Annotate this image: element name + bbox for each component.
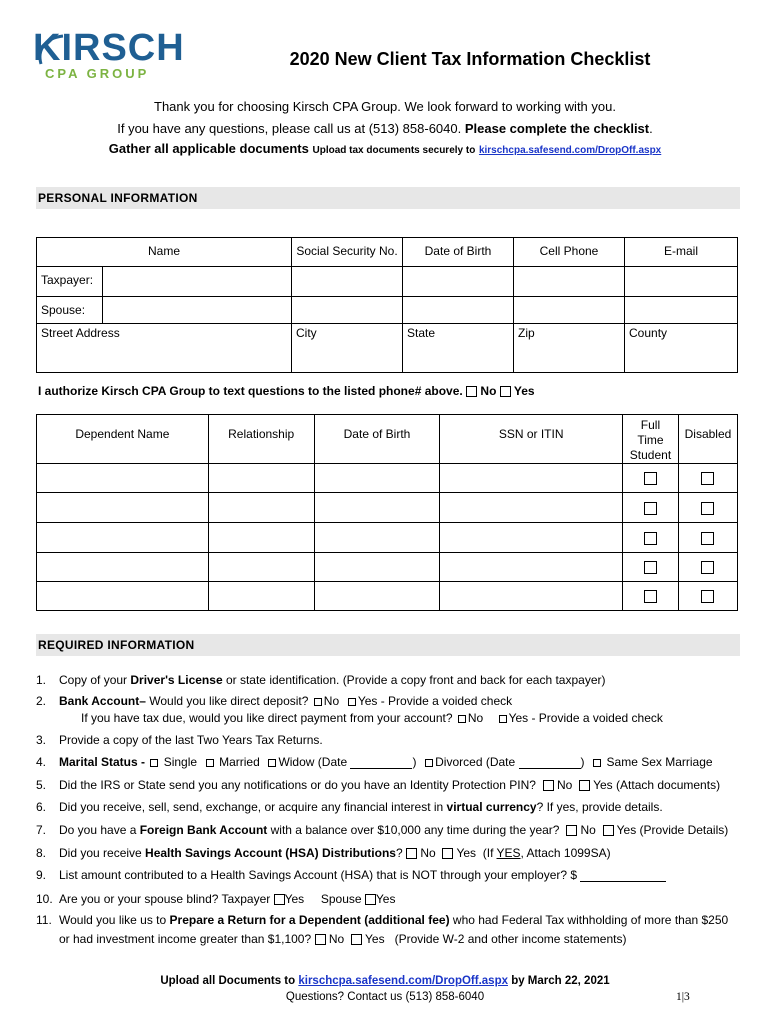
- dep-row-3-name[interactable]: [37, 523, 209, 553]
- divorced-label: Divorced (Date: [435, 755, 516, 769]
- irs-no-label: No: [556, 778, 573, 792]
- req-7-pre: Do you have a: [59, 823, 140, 837]
- req-num: 9.: [36, 868, 47, 882]
- taxpayer-email-cell[interactable]: [625, 267, 738, 297]
- intro-line-3: [60, 141, 710, 156]
- dep-row-2-name[interactable]: [37, 493, 209, 523]
- req-num: 11.: [36, 913, 52, 927]
- footer-contact: Questions? Contact us (513) 858-6040: [285, 991, 485, 1003]
- authorize-text-line: [38, 384, 535, 398]
- spouse-blind-checkbox[interactable]: [365, 894, 376, 905]
- intro-line-2-end: .: [649, 121, 653, 136]
- dep-row-3-rel[interactable]: [208, 523, 314, 553]
- col-dependent-name: Dependent Name: [37, 415, 209, 464]
- req-num: 7.: [36, 823, 47, 837]
- single-label: Single: [163, 755, 198, 769]
- deposit-no-label: No: [323, 694, 340, 708]
- dep-row-4-rel[interactable]: [208, 553, 314, 582]
- req-6-pre: Did you receive, sell, send, exchange, or acquire any financial interest in: [59, 800, 447, 814]
- page-number: 1|3: [676, 991, 690, 1003]
- req-11-note: (Provide W-2 and other income statements): [394, 932, 627, 946]
- spouse-blind-yes: Yes: [375, 892, 396, 906]
- dep-row-5-name[interactable]: [37, 582, 209, 611]
- disabled-checkbox[interactable]: [701, 532, 714, 545]
- dep-row-4-dob[interactable]: [314, 553, 440, 582]
- widow-date-field[interactable]: [350, 756, 412, 769]
- disabled-checkbox[interactable]: [701, 502, 714, 515]
- dep-row-1-student: [622, 464, 678, 493]
- authorize-no-checkbox[interactable]: [466, 386, 477, 397]
- hsa-note-yes: YES: [496, 846, 521, 860]
- taxpayer-label: Taxpayer:: [37, 267, 103, 297]
- dep-row-2-disabled: [678, 493, 737, 523]
- foreign-no-checkbox[interactable]: [566, 825, 577, 836]
- dep-row-1-disabled: [678, 464, 737, 493]
- req-num: 8.: [36, 846, 47, 860]
- disabled-checkbox[interactable]: [701, 472, 714, 485]
- divorced-date-field[interactable]: [519, 756, 581, 769]
- spouse-email-cell[interactable]: [625, 297, 738, 324]
- req-text: [59, 800, 663, 814]
- intro-line-2-text: If you have any questions, please call us at (513) 858-6040.: [117, 121, 465, 136]
- page-title: 2020 New Client Tax Information Checklist: [289, 49, 651, 69]
- dep-row-2-rel[interactable]: [208, 493, 314, 523]
- dropoff-link[interactable]: kirschcpa.safesend.com/DropOff.aspx: [478, 145, 662, 156]
- req-1-post: or state identification. (Provide a copy front and back for each taxpayer): [222, 673, 606, 687]
- authorize-text: I authorize Kirsch CPA Group to text questions to the listed phone# above.: [38, 384, 463, 398]
- foreign-yes-label: Yes (Provide Details): [616, 823, 729, 837]
- same-sex-checkbox[interactable]: [593, 759, 601, 767]
- req-text: [59, 778, 720, 792]
- married-checkbox[interactable]: [206, 759, 214, 767]
- req-1-pre: Copy of your: [59, 673, 131, 687]
- req-num: 1.: [36, 673, 47, 687]
- col-ssn-itin: SSN or ITIN: [440, 415, 623, 464]
- deposit-yes-label: Yes - Provide a voided check: [357, 694, 513, 708]
- spouse-ssn-cell[interactable]: [292, 297, 403, 324]
- col-dep-dob: Date of Birth: [314, 415, 440, 464]
- dep-row-4-name[interactable]: [37, 553, 209, 582]
- dep-row-1-dob[interactable]: [314, 464, 440, 493]
- req-text: [59, 694, 512, 708]
- req-8-bold: Health Savings Account (HSA) Distributions: [145, 846, 396, 860]
- req-num: 3.: [36, 733, 47, 747]
- req-8-post: ?: [395, 846, 403, 860]
- dependent-return-yes-checkbox[interactable]: [351, 934, 362, 945]
- kirsch-logo: [33, 28, 183, 82]
- personal-info-heading: PERSONAL INFORMATION: [36, 187, 740, 209]
- student-checkbox[interactable]: [644, 472, 657, 485]
- widow-checkbox[interactable]: [268, 759, 276, 767]
- dependent-return-yes-label: Yes: [365, 932, 385, 946]
- req-num: 10.: [36, 892, 53, 906]
- hsa-yes-label: Yes: [456, 846, 477, 860]
- dep-row-2-student: [622, 493, 678, 523]
- foreign-yes-checkbox[interactable]: [603, 825, 614, 836]
- dep-row-5-student: [622, 582, 678, 611]
- same-sex-label: Same Sex Marriage: [606, 755, 713, 769]
- disabled-checkbox[interactable]: [701, 561, 714, 574]
- dep-row-2-dob[interactable]: [314, 493, 440, 523]
- footer-dropoff-link[interactable]: kirschcpa.safesend.com/DropOff.aspx: [298, 975, 508, 987]
- dep-row-3-disabled: [678, 523, 737, 553]
- req-6-bold: virtual currency: [446, 800, 537, 814]
- dep-row-2-ssn[interactable]: [440, 493, 623, 523]
- irs-yes-checkbox[interactable]: [579, 780, 590, 791]
- req-text: [59, 932, 626, 946]
- city-cell[interactable]: City: [292, 324, 403, 373]
- intro-line-3-small: Upload tax documents securely to: [312, 145, 476, 156]
- col-dob: Date of Birth: [403, 238, 514, 267]
- single-checkbox[interactable]: [150, 759, 158, 767]
- taxpayer-name-cell[interactable]: [103, 267, 292, 297]
- county-cell[interactable]: County: [625, 324, 738, 373]
- req-2b-question: If you have tax due, would you like direct payment from your account?: [81, 711, 453, 725]
- req-11-pre: Would you like us to: [59, 913, 170, 927]
- widow-close: ): [412, 755, 417, 769]
- req-11-line-2: or had investment income greater than $1,100?: [59, 932, 312, 946]
- dependents-table: [36, 414, 738, 611]
- personal-info-table: [36, 237, 738, 373]
- col-cell: Cell Phone: [514, 238, 625, 267]
- dep-row-4-ssn[interactable]: [440, 553, 623, 582]
- hsa-no-checkbox[interactable]: [406, 848, 417, 859]
- col-ssn: Social Security No.: [292, 238, 403, 267]
- intro-line-3-bold: Gather all applicable documents: [108, 141, 309, 156]
- footer-upload-pre: Upload all Documents to: [160, 975, 299, 987]
- footer-deadline: by March 22, 2021: [508, 975, 610, 987]
- req-num: 2.: [36, 694, 47, 708]
- payment-no-label: No: [467, 711, 484, 725]
- payment-no-checkbox[interactable]: [458, 715, 466, 723]
- hsa-amount-field[interactable]: [580, 869, 666, 882]
- spouse-dob-cell[interactable]: [403, 297, 514, 324]
- hsa-yes-checkbox[interactable]: [442, 848, 453, 859]
- req-9-question: List amount contributed to a Health Savings Account (HSA) that is NOT through your employer? $: [59, 868, 578, 882]
- payment-yes-label: Yes - Provide a voided check: [508, 711, 663, 725]
- req-11-bold: Prepare a Return for a Dependent (additional fee): [169, 913, 450, 927]
- zip-cell[interactable]: Zip: [514, 324, 625, 373]
- authorize-yes-checkbox[interactable]: [500, 386, 511, 397]
- dep-row-3-ssn[interactable]: [440, 523, 623, 553]
- authorize-no-label: No: [480, 384, 497, 398]
- dep-row-5-ssn[interactable]: [440, 582, 623, 611]
- required-info-heading: REQUIRED INFORMATION: [36, 634, 740, 656]
- intro-line-1: Thank you for choosing Kirsch CPA Group. We look forward to working with you.: [154, 99, 616, 114]
- dep-row-5-dob[interactable]: [314, 582, 440, 611]
- taxpayer-blind-yes: Yes: [284, 892, 305, 906]
- hsa-note-open: (If: [482, 846, 497, 860]
- col-full-time-student: Full Time Student: [622, 415, 678, 464]
- req-text: [59, 823, 728, 837]
- intro-line-2-bold: Please complete the checklist: [464, 121, 650, 136]
- req-text: [59, 892, 395, 906]
- street-address-cell[interactable]: Street Address: [37, 324, 292, 373]
- payment-yes-checkbox[interactable]: [499, 715, 507, 723]
- req-5-question: Did the IRS or State send you any notifications or do you have an Identity Protection PIN?: [59, 778, 536, 792]
- married-label: Married: [219, 755, 260, 769]
- disabled-checkbox[interactable]: [701, 590, 714, 603]
- student-checkbox[interactable]: [644, 502, 657, 515]
- dependent-return-no-checkbox[interactable]: [315, 934, 326, 945]
- logo-subtitle: CPA GROUP: [45, 66, 150, 81]
- req-num: 5.: [36, 778, 47, 792]
- student-checkbox[interactable]: [644, 532, 657, 545]
- req-text: [81, 711, 663, 725]
- spouse-cell-cell[interactable]: [514, 297, 625, 324]
- divorced-checkbox[interactable]: [425, 759, 433, 767]
- dependent-return-no-label: No: [328, 932, 345, 946]
- req-text: [59, 913, 728, 927]
- hsa-note-close: , Attach 1099SA): [520, 846, 611, 860]
- intro-line-2: [60, 121, 710, 136]
- dep-row-4-student: [622, 553, 678, 582]
- req-8-pre: Did you receive: [59, 846, 146, 860]
- dep-row-1-rel[interactable]: [208, 464, 314, 493]
- deposit-no-checkbox[interactable]: [314, 698, 322, 706]
- req-6-post: ? If yes, provide details.: [536, 800, 663, 814]
- footer-upload-line: [150, 975, 620, 987]
- irs-yes-label: Yes (Attach documents): [593, 778, 721, 792]
- req-2-question: Would you like direct deposit?: [145, 694, 309, 708]
- authorize-yes-label: Yes: [513, 384, 535, 398]
- student-checkbox[interactable]: [644, 590, 657, 603]
- taxpayer-ssn-cell[interactable]: [292, 267, 403, 297]
- req-7-bold: Foreign Bank Account: [139, 823, 268, 837]
- taxpayer-blind-checkbox[interactable]: [274, 894, 285, 905]
- req-7-post: with a balance over $10,000 any time during the year?: [267, 823, 560, 837]
- req-text: [59, 673, 606, 687]
- dep-row-4-disabled: [678, 553, 737, 582]
- col-name: Name: [37, 238, 292, 267]
- dep-row-3-dob[interactable]: [314, 523, 440, 553]
- foreign-no-label: No: [580, 823, 596, 837]
- dep-row-5-disabled: [678, 582, 737, 611]
- state-cell[interactable]: State: [403, 324, 514, 373]
- hsa-no-label: No: [420, 846, 436, 860]
- blind-question: Are you or your spouse blind? Taxpayer: [59, 892, 271, 906]
- student-checkbox[interactable]: [644, 561, 657, 574]
- dep-row-1-ssn[interactable]: [440, 464, 623, 493]
- col-disabled: Disabled: [678, 415, 737, 464]
- req-text: [59, 868, 666, 882]
- dep-row-1-name[interactable]: [37, 464, 209, 493]
- divorced-close: ): [580, 755, 585, 769]
- req-11-post: who had Federal Tax withholding of more than $250: [449, 913, 729, 927]
- logo-wordmark: KIRSCH: [33, 27, 185, 69]
- col-email: E-mail: [625, 238, 738, 267]
- marital-status-label: Marital Status -: [59, 755, 149, 769]
- req-num: 4.: [36, 755, 47, 769]
- taxpayer-dob-cell[interactable]: [403, 267, 514, 297]
- req-num: 6.: [36, 800, 47, 814]
- spouse-label-10: Spouse: [320, 892, 362, 906]
- irs-no-checkbox[interactable]: [543, 780, 554, 791]
- col-relationship: Relationship: [208, 415, 314, 464]
- spouse-name-cell[interactable]: [103, 297, 292, 324]
- dep-row-3-student: [622, 523, 678, 553]
- spouse-label: Spouse:: [37, 297, 103, 324]
- req-2-bold: Bank Account–: [59, 694, 146, 708]
- dep-row-5-rel[interactable]: [208, 582, 314, 611]
- req-text: Provide a copy of the last Two Years Tax Returns.: [59, 733, 323, 747]
- req-text: [59, 755, 713, 769]
- deposit-yes-checkbox[interactable]: [348, 698, 356, 706]
- req-text: [59, 846, 611, 860]
- taxpayer-cell-cell[interactable]: [514, 267, 625, 297]
- widow-label: Widow (Date: [278, 755, 348, 769]
- req-1-bold: Driver's License: [130, 673, 223, 687]
